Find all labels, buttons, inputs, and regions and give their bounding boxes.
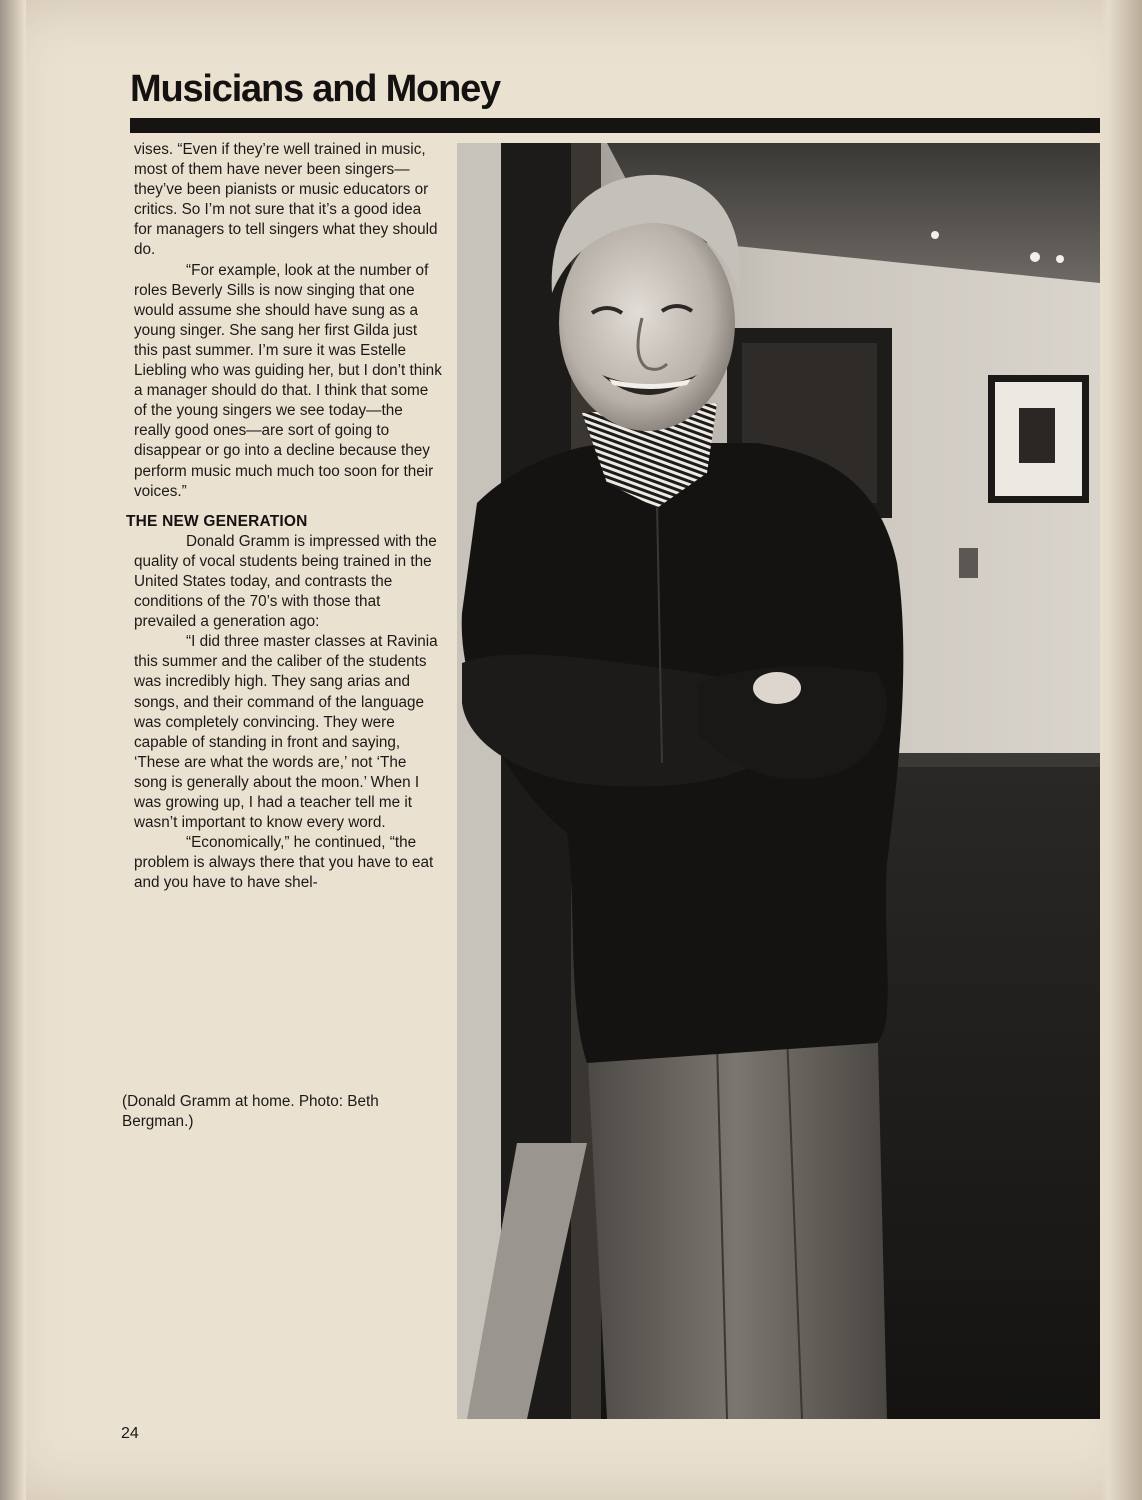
article-paragraph: “Economically,” he continued, “the problem is always there that you have to eat and you have to have shel- bbox=[134, 834, 434, 892]
article-paragraph: Donald Gramm is impressed with the quality of vocal students being trained in the United States today, and contrasts the conditions of the 70’s with those that prevailed a generation ago: bbox=[134, 532, 437, 631]
page-binding-edge bbox=[0, 0, 26, 1500]
headline-rule bbox=[130, 118, 1100, 133]
portrait-photo bbox=[457, 143, 1100, 1419]
trousers bbox=[587, 1003, 887, 1419]
page-outer-edge bbox=[1100, 0, 1142, 1500]
light-switch bbox=[959, 548, 978, 578]
headline: Musicians and Money bbox=[130, 68, 500, 110]
page-number: 24 bbox=[121, 1425, 139, 1442]
door-jamb bbox=[457, 143, 505, 1419]
hand bbox=[753, 672, 801, 704]
photo-caption: (Donald Gramm at home. Photo: Beth Bergman.) bbox=[122, 1093, 379, 1130]
section-subheading: THE NEW GENERATION bbox=[126, 512, 308, 530]
article-paragraph: “For example, look at the number of roles Beverly Sills is now singing that one would assume she should have sung as a young singer. She sang her first Gilda just this past summer. I’m sure it was Estelle Liebling who was guiding her, but I don’t think a manager should do that. I think that some of the young singers we see today—the really good ones—are sort of going to disappear or go into a decline because they perform music much much too soon for their voices.” bbox=[134, 261, 442, 500]
article-paragraph: “I did three master classes at Ravinia this summer and the caliber of the students was incredibly high. They sang arias and songs, and their command of the language was completely convincing. They were capable of standing in front and saying, ‘These are what the words are,’ not ‘The song is generally about the moon.’ When I was growing up, I had a teacher tell me it wasn’t important to know every word. bbox=[134, 633, 438, 832]
article-column bbox=[126, 140, 442, 893]
article-paragraph: vises. “Even if they’re well trained in music, most of them have never been singers—they’ve been pianists or music educators or critics. So I’m not sure that it’s a good idea for managers to tell singers what they should do. bbox=[134, 141, 438, 259]
